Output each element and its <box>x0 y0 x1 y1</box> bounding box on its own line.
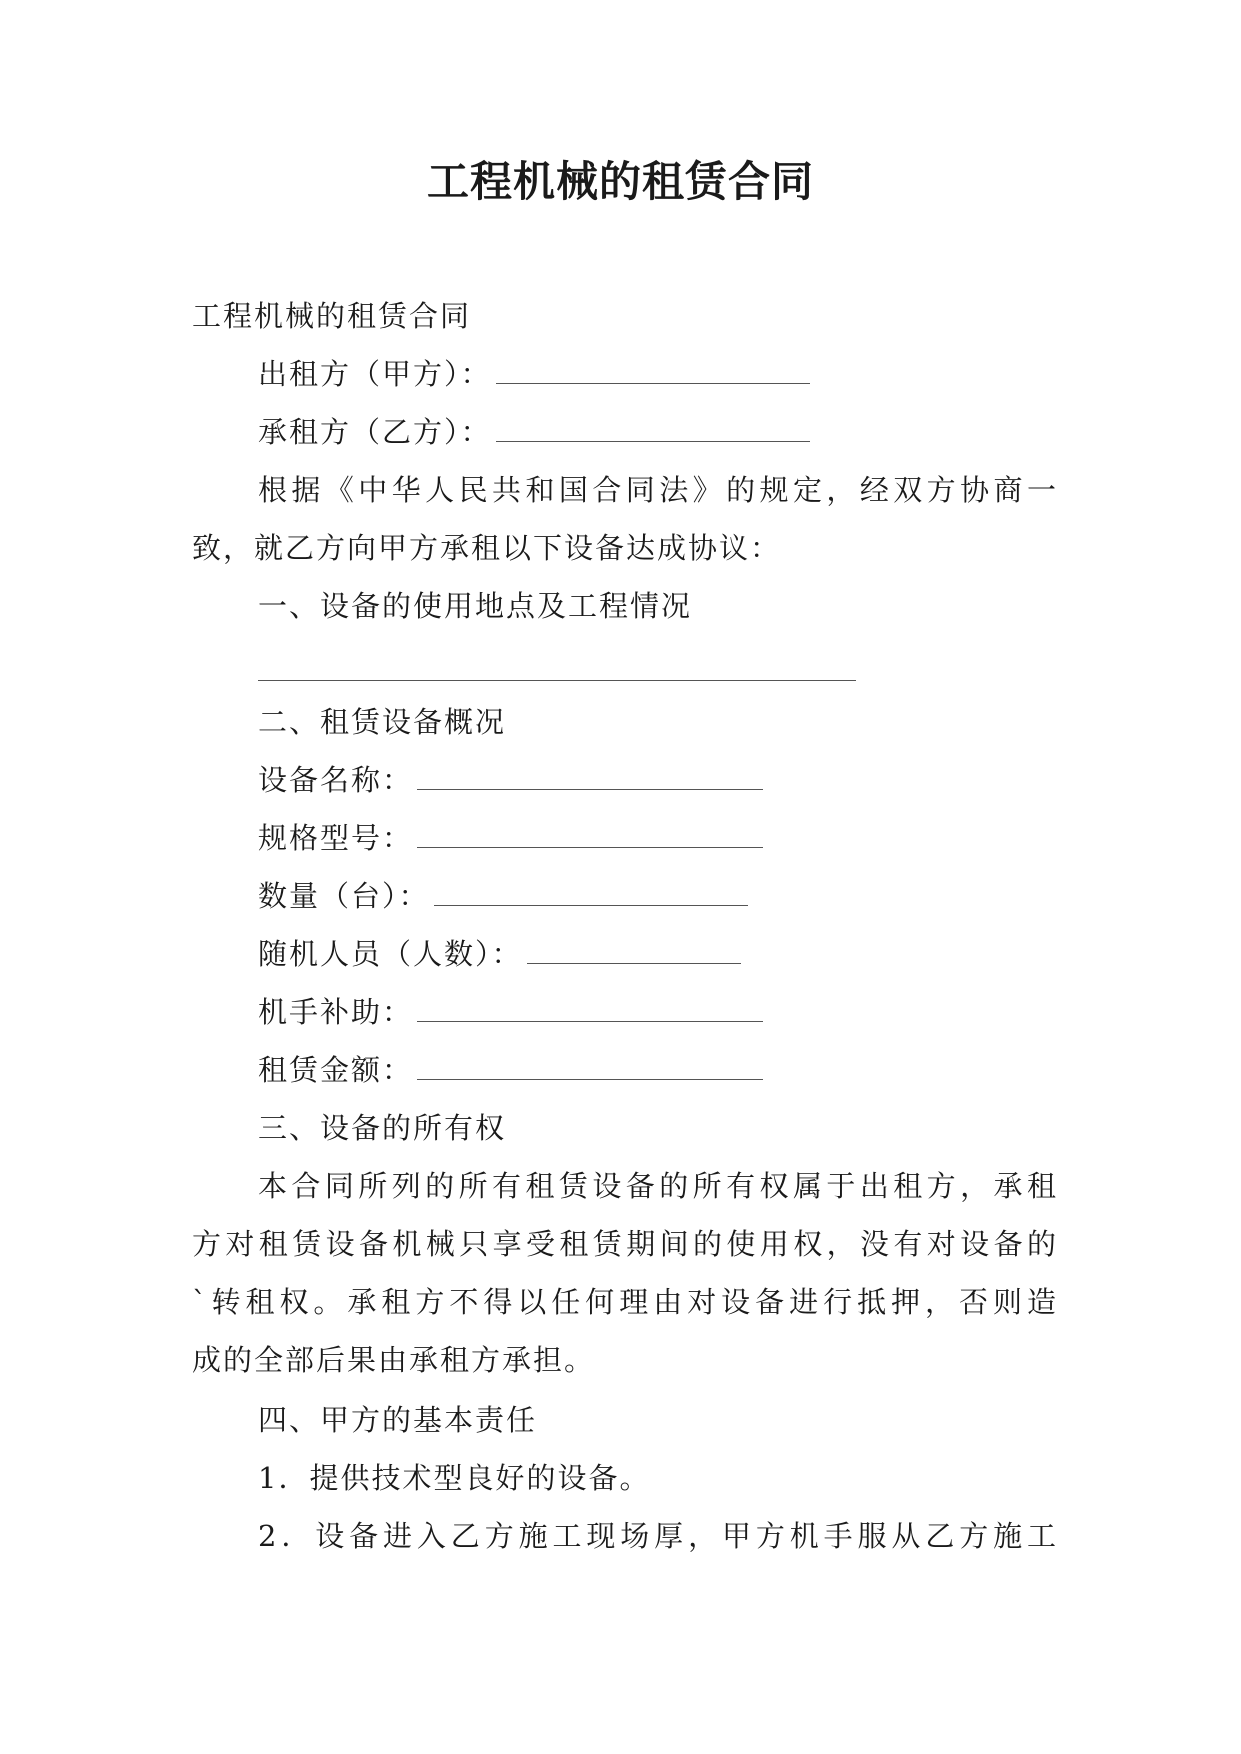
quantity-blank[interactable] <box>434 877 748 906</box>
rent-amount-label: 租赁金额： <box>258 1053 414 1087</box>
staff-field <box>258 934 741 974</box>
quantity-label: 数量（台）： <box>258 879 430 913</box>
ownership-line-4: 成的全部后果由承租方承担。 <box>192 1343 596 1377</box>
rent-amount-blank[interactable] <box>417 1051 763 1080</box>
document-subtitle: 工程机械的租赁合同 <box>192 299 472 333</box>
staff-label: 随机人员（人数）： <box>258 937 523 971</box>
staff-blank[interactable] <box>527 935 741 964</box>
document-title: 工程机械的租赁合同 <box>426 157 814 206</box>
ownership-line-2: 方对租赁设备机械只享受租赁期间的使用权，没有对设备的 <box>192 1227 1058 1261</box>
section-1-heading: 一、设备的使用地点及工程情况 <box>258 589 693 623</box>
lessor-blank[interactable] <box>496 355 810 384</box>
spec-model-label: 规格型号： <box>258 821 414 855</box>
quantity-field <box>258 876 748 916</box>
section-4-heading: 四、甲方的基本责任 <box>258 1403 538 1437</box>
responsibility-item-2: 2．设备进入乙方施工现场厚，甲方机手服从乙方施工 <box>258 1519 1058 1553</box>
lessee-field <box>258 412 810 452</box>
rent-amount-field <box>258 1050 763 1090</box>
ownership-line-1: 本合同所列的所有租赁设备的所有权属于出租方，承租 <box>258 1169 1058 1203</box>
lessee-label: 承租方（乙方）： <box>258 415 492 449</box>
equipment-name-label: 设备名称： <box>258 763 414 797</box>
usage-location-blank[interactable] <box>258 680 856 681</box>
intro-line-2: 致，就乙方向甲方承租以下设备达成协议： <box>192 531 782 565</box>
intro-line-1: 根据《中华人民共和国合同法》的规定，经双方协商一 <box>258 473 1058 507</box>
ownership-line-3: `转租权。承租方不得以任何理由对设备进行抵押，否则造 <box>192 1285 1058 1319</box>
responsibility-item-1: 1．提供技术型良好的设备。 <box>258 1461 651 1495</box>
operator-subsidy-label: 机手补助： <box>258 995 414 1029</box>
equipment-name-blank[interactable] <box>417 761 763 790</box>
spec-model-field <box>258 818 763 858</box>
spec-model-blank[interactable] <box>417 819 763 848</box>
lessor-label: 出租方（甲方）： <box>258 357 492 391</box>
operator-subsidy-blank[interactable] <box>417 993 763 1022</box>
section-2-heading: 二、租赁设备概况 <box>258 705 507 739</box>
lessor-field <box>258 354 810 394</box>
section-3-heading: 三、设备的所有权 <box>258 1111 507 1145</box>
lessee-blank[interactable] <box>496 413 810 442</box>
equipment-name-field <box>258 760 763 800</box>
operator-subsidy-field <box>258 992 763 1032</box>
